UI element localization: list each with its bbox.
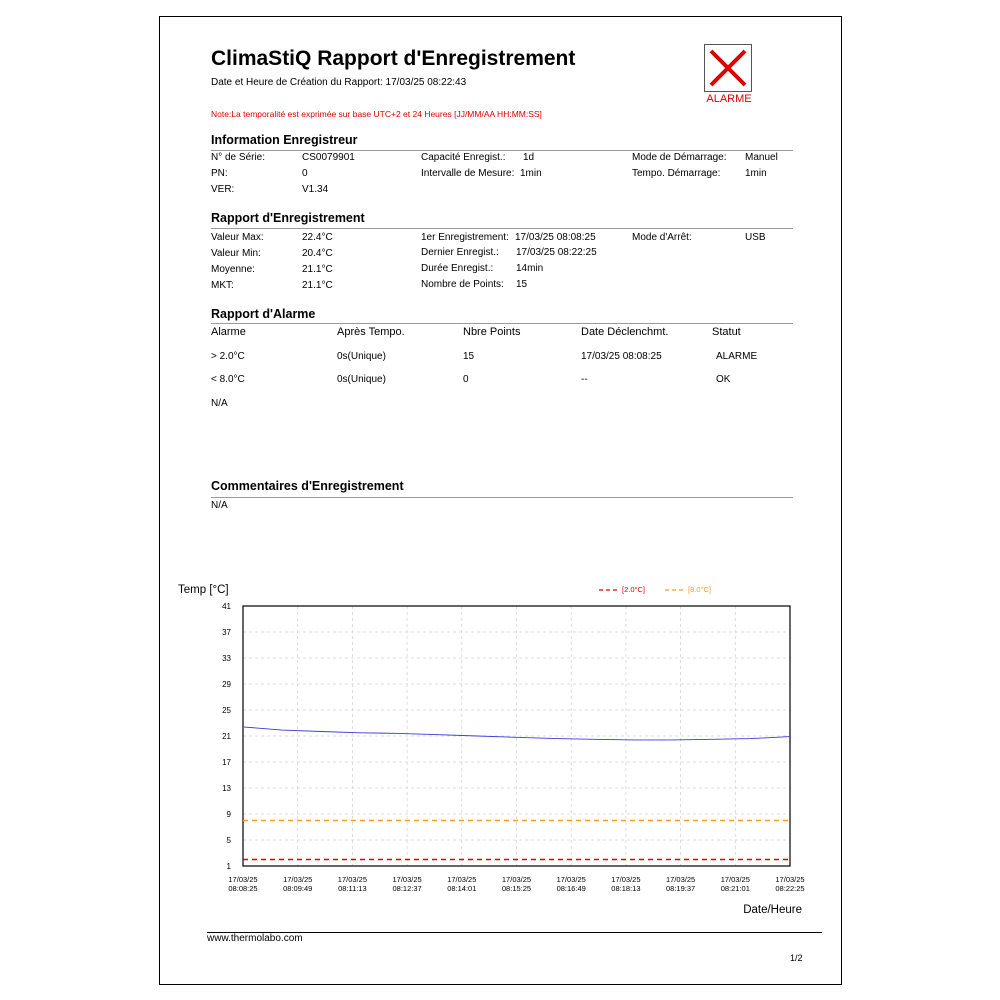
last-record-value: 17/03/25 08:22:25 xyxy=(516,247,597,258)
comments-text: N/A xyxy=(211,500,228,511)
alarm-row-cell: 0 xyxy=(463,374,469,385)
x-tick-date: 17/03/25 xyxy=(775,875,805,884)
start-delay-label: Tempo. Démarrage: xyxy=(632,168,721,179)
max-value: 22.4°C xyxy=(302,232,333,243)
serial-value: CS0079901 xyxy=(302,152,355,163)
x-tick-date: 17/03/25 xyxy=(392,875,422,884)
alarm-col-header: Statut xyxy=(712,326,741,338)
x-tick-date: 17/03/25 xyxy=(501,875,532,884)
x-tick-time: 08:08:25 xyxy=(228,884,258,893)
duration-label: Durée Enregist.: xyxy=(421,263,494,274)
comments-heading: Commentaires d'Enregistrement xyxy=(211,479,404,493)
x-tick-date: 17/03/25 xyxy=(720,875,750,884)
alarm-row-cell: 15 xyxy=(463,351,475,362)
x-tick-date: 17/03/25 xyxy=(665,875,696,884)
avg-value: 21.1°C xyxy=(302,264,333,275)
x-tick-time: 08:09:49 xyxy=(283,884,313,893)
x-tick-time: 08:22:25 xyxy=(775,884,805,893)
points-label: Nombre de Points: xyxy=(421,279,504,290)
alarm-col-header: Date Déclenchmt. xyxy=(581,326,669,338)
alarm-row-cell: ALARME xyxy=(716,351,758,362)
alarm-col-header: Après Tempo. xyxy=(337,326,405,338)
x-tick-date: 17/03/25 xyxy=(611,875,641,884)
min-value: 20.4°C xyxy=(302,248,333,259)
y-tick-label: 41 xyxy=(222,602,231,611)
y-tick-label: 37 xyxy=(222,628,231,637)
x-tick-time: 08:12:37 xyxy=(392,884,422,893)
x-tick-date: 17/03/25 xyxy=(283,875,313,884)
alarm-report-heading: Rapport d'Alarme xyxy=(211,307,316,321)
start-mode-label: Mode de Démarrage: xyxy=(632,152,727,163)
footer-website: www.thermolabo.com xyxy=(207,933,303,944)
max-label: Valeur Max: xyxy=(211,232,264,243)
alarm-status-label: ALARME xyxy=(706,93,752,105)
alarm-row-cell: 0s(Unique) xyxy=(337,351,386,362)
y-tick-label: 1 xyxy=(226,862,231,871)
alarm-row-cell: > 2.0°C xyxy=(211,351,245,362)
y-tick-label: 21 xyxy=(222,732,231,741)
x-tick-time: 08:19:37 xyxy=(665,884,696,893)
timezone-note: Note:La temporalité est exprimée sur base UTC+2 et 24 Heures [JJ/MM/AA HH:MM:SS] xyxy=(211,109,542,119)
x-axis-label: Date/Heure xyxy=(743,904,802,916)
pn-label: PN: xyxy=(211,168,228,179)
x-tick-time: 08:21:01 xyxy=(720,884,750,893)
legend-label: [2.0°C] xyxy=(622,585,646,594)
report-created: Date et Heure de Création du Rapport: 17/03/25 08:22:43 xyxy=(211,77,467,88)
start-delay-value: 1min xyxy=(745,168,767,179)
points-value: 15 xyxy=(516,279,528,290)
interval-value: 1min xyxy=(520,168,542,179)
min-label: Valeur Min: xyxy=(211,248,261,259)
x-tick-date: 17/03/25 xyxy=(556,875,586,884)
x-tick-date: 17/03/25 xyxy=(447,875,477,884)
first-record-value: 17/03/25 08:08:25 xyxy=(515,232,596,243)
x-tick-date: 17/03/25 xyxy=(228,875,258,884)
y-tick-label: 5 xyxy=(226,836,231,845)
alarm-note: N/A xyxy=(211,398,228,409)
x-tick-time: 08:14:01 xyxy=(447,884,477,893)
mkt-value: 21.1°C xyxy=(302,280,333,291)
capacity-value: 1d xyxy=(523,152,535,163)
legend-label: [8.0°C] xyxy=(688,585,712,594)
alarm-row-cell: < 8.0°C xyxy=(211,374,245,385)
y-tick-label: 29 xyxy=(222,680,231,689)
y-tick-label: 13 xyxy=(222,784,231,793)
x-tick-time: 08:16:49 xyxy=(556,884,586,893)
avg-label: Moyenne: xyxy=(211,264,255,275)
y-tick-label: 25 xyxy=(222,706,231,715)
stop-mode-label: Mode d'Arrêt: xyxy=(632,232,692,243)
alarm-row-cell: 17/03/25 08:08:25 xyxy=(581,351,662,362)
recorder-info-heading: Information Enregistreur xyxy=(211,133,358,147)
alarm-col-header: Alarme xyxy=(211,326,246,338)
x-tick-date: 17/03/25 xyxy=(337,875,368,884)
first-record-label: 1er Enregistrement: xyxy=(421,232,509,243)
x-tick-time: 08:18:13 xyxy=(611,884,641,893)
alarm-row-cell: OK xyxy=(716,374,731,385)
start-mode-value: Manuel xyxy=(745,152,778,163)
duration-value: 14min xyxy=(516,263,544,274)
y-tick-label: 17 xyxy=(222,758,231,767)
alarm-col-header: Nbre Points xyxy=(463,326,521,338)
y-tick-label: 9 xyxy=(226,810,231,819)
x-tick-time: 08:11:13 xyxy=(338,884,367,893)
serial-label: N° de Série: xyxy=(211,152,266,163)
y-tick-label: 33 xyxy=(222,654,231,663)
interval-label: Intervalle de Mesure: xyxy=(421,168,515,179)
ver-label: VER: xyxy=(211,184,235,195)
capacity-label: Capacité Enregist.: xyxy=(421,152,506,163)
alarm-row-cell: -- xyxy=(581,374,588,385)
x-tick-time: 08:15:25 xyxy=(501,884,532,893)
ver-value: V1.34 xyxy=(302,184,329,195)
pn-value: 0 xyxy=(302,168,308,179)
report-title: ClimaStiQ Rapport d'Enregistrement xyxy=(211,47,576,70)
y-axis-label: Temp [°C] xyxy=(178,584,229,596)
mkt-label: MKT: xyxy=(211,280,234,291)
record-report-heading: Rapport d'Enregistrement xyxy=(211,211,365,225)
footer-divider xyxy=(207,932,822,933)
last-record-label: Dernier Enregist.: xyxy=(421,247,499,258)
alarm-row-cell: 0s(Unique) xyxy=(337,374,386,385)
page-number: 1/2 xyxy=(790,953,803,963)
stop-mode-value: USB xyxy=(745,232,766,243)
